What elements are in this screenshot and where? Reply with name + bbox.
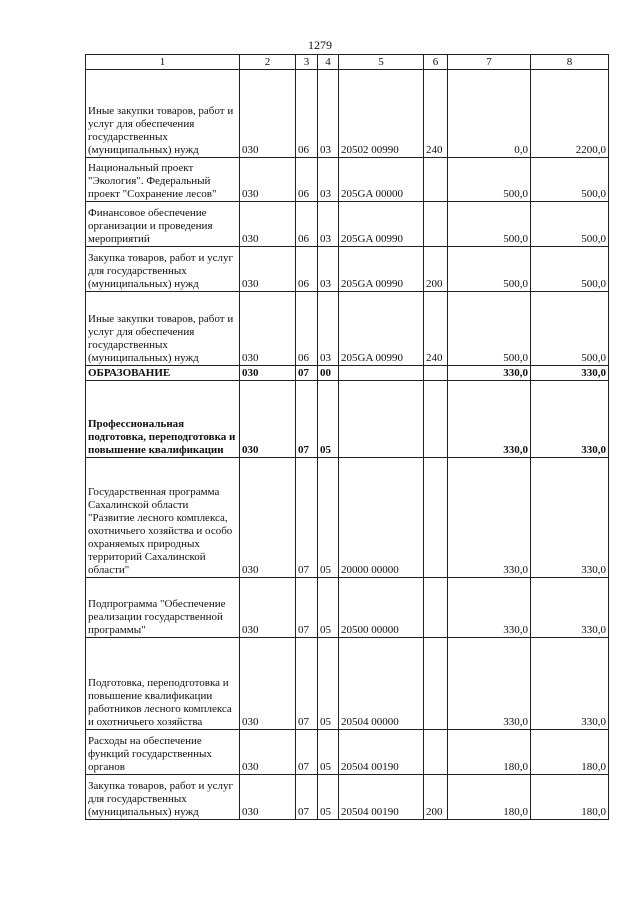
chapter-code-cell: 07 (296, 366, 318, 381)
amount-col7-cell: 500,0 (448, 202, 531, 247)
chapter-code-cell: 07 (296, 458, 318, 578)
expense-type-cell (424, 158, 448, 202)
section-code-cell: 030 (240, 158, 296, 202)
amount-col8-cell: 330,0 (531, 638, 609, 730)
section-code-cell: 030 (240, 638, 296, 730)
subchapter-code-cell: 05 (318, 458, 339, 578)
amount-col7-cell: 500,0 (448, 158, 531, 202)
section-code-cell: 030 (240, 70, 296, 158)
target-article-cell: 205GA 00990 (339, 292, 424, 366)
subchapter-code-cell: 03 (318, 158, 339, 202)
expense-type-cell: 240 (424, 292, 448, 366)
amount-col8-cell: 500,0 (531, 202, 609, 247)
row-name-cell: Финансовое обеспечение организации и проведения мероприятий (86, 202, 240, 247)
section-code-cell: 030 (240, 247, 296, 292)
row-name-cell: Расходы на обеспечение функций государственных органов (86, 730, 240, 775)
subchapter-code-cell: 03 (318, 70, 339, 158)
amount-col8-cell: 500,0 (531, 292, 609, 366)
section-code-cell: 030 (240, 366, 296, 381)
amount-col7-cell: 330,0 (448, 458, 531, 578)
chapter-code-cell: 06 (296, 70, 318, 158)
section-code-cell: 030 (240, 775, 296, 820)
target-article-cell: 20000 00000 (339, 458, 424, 578)
amount-col8-cell: 330,0 (531, 366, 609, 381)
table-row (86, 578, 609, 638)
target-article-cell: 20504 00190 (339, 775, 424, 820)
expense-type-cell (424, 366, 448, 381)
chapter-code-cell: 06 (296, 202, 318, 247)
target-article-cell: 20504 00000 (339, 638, 424, 730)
target-article-cell: 205GA 00990 (339, 247, 424, 292)
column-header: 4 (318, 55, 339, 70)
header-row (86, 55, 609, 70)
chapter-code-cell: 07 (296, 578, 318, 638)
expense-type-cell: 200 (424, 775, 448, 820)
subchapter-code-cell: 05 (318, 381, 339, 458)
table-row (86, 775, 609, 820)
column-header: 8 (531, 55, 609, 70)
budget-table (85, 54, 609, 820)
table-row (86, 158, 609, 202)
subchapter-code-cell: 05 (318, 578, 339, 638)
expense-type-cell (424, 578, 448, 638)
subchapter-code-cell: 00 (318, 366, 339, 381)
table-row (86, 366, 609, 381)
expense-type-cell (424, 638, 448, 730)
table-row (86, 247, 609, 292)
chapter-code-cell: 07 (296, 730, 318, 775)
row-name-cell: Иные закупки товаров, работ и услуг для обеспечения государственных (муниципальных) нужд (86, 292, 240, 366)
amount-col7-cell: 180,0 (448, 730, 531, 775)
amount-col7-cell: 330,0 (448, 578, 531, 638)
column-header: 1 (86, 55, 240, 70)
row-name-cell: ОБРАЗОВАНИЕ (86, 366, 240, 381)
expense-type-cell: 200 (424, 247, 448, 292)
column-header: 6 (424, 55, 448, 70)
column-header: 2 (240, 55, 296, 70)
row-name-cell: Национальный проект "Экология". Федеральный проект "Сохранение лесов" (86, 158, 240, 202)
subchapter-code-cell: 03 (318, 247, 339, 292)
expense-type-cell (424, 202, 448, 247)
amount-col8-cell: 330,0 (531, 381, 609, 458)
subchapter-code-cell: 05 (318, 775, 339, 820)
chapter-code-cell: 07 (296, 381, 318, 458)
row-name-cell: Закупка товаров, работ и услуг для государственных (муниципальных) нужд (86, 775, 240, 820)
amount-col7-cell: 330,0 (448, 638, 531, 730)
section-code-cell: 030 (240, 292, 296, 366)
subchapter-code-cell: 05 (318, 730, 339, 775)
subchapter-code-cell: 05 (318, 638, 339, 730)
target-article-cell: 205GA 00990 (339, 202, 424, 247)
column-header: 3 (296, 55, 318, 70)
amount-col7-cell: 500,0 (448, 292, 531, 366)
amount-col8-cell: 330,0 (531, 458, 609, 578)
column-header: 7 (448, 55, 531, 70)
chapter-code-cell: 06 (296, 292, 318, 366)
table-row (86, 730, 609, 775)
expense-type-cell (424, 458, 448, 578)
chapter-code-cell: 07 (296, 638, 318, 730)
chapter-code-cell: 06 (296, 247, 318, 292)
amount-col7-cell: 330,0 (448, 366, 531, 381)
amount-col8-cell: 180,0 (531, 775, 609, 820)
row-name-cell: Подготовка, переподготовка и повышение квалификации работников лесного комплекса и охотничьего хозяйства (86, 638, 240, 730)
table-row (86, 202, 609, 247)
target-article-cell: 205GA 00000 (339, 158, 424, 202)
table-row (86, 292, 609, 366)
section-code-cell: 030 (240, 202, 296, 247)
row-name-cell: Государственная программа Сахалинской области "Развитие лесного комплекса, охотничьего хозяйства и особо охраняемых природных территорий Сахалинской области" (86, 458, 240, 578)
amount-col8-cell: 330,0 (531, 578, 609, 638)
column-header: 5 (339, 55, 424, 70)
section-code-cell: 030 (240, 730, 296, 775)
chapter-code-cell: 06 (296, 158, 318, 202)
target-article-cell (339, 366, 424, 381)
subchapter-code-cell: 03 (318, 202, 339, 247)
amount-col7-cell: 180,0 (448, 775, 531, 820)
amount-col8-cell: 2200,0 (531, 70, 609, 158)
amount-col8-cell: 180,0 (531, 730, 609, 775)
row-name-cell: Подпрограмма "Обеспечение реализации государственной программы" (86, 578, 240, 638)
table-row (86, 458, 609, 578)
amount-col8-cell: 500,0 (531, 247, 609, 292)
amount-col7-cell: 330,0 (448, 381, 531, 458)
table-body (86, 70, 609, 820)
table-row (86, 381, 609, 458)
section-code-cell: 030 (240, 458, 296, 578)
amount-col7-cell: 500,0 (448, 247, 531, 292)
row-name-cell: Профессиональная подготовка, переподготовка и повышение квалификации (86, 381, 240, 458)
row-name-cell: Иные закупки товаров, работ и услуг для обеспечения государственных (муниципальных) нужд (86, 70, 240, 158)
row-name-cell: Закупка товаров, работ и услуг для государственных (муниципальных) нужд (86, 247, 240, 292)
amount-col7-cell: 0,0 (448, 70, 531, 158)
amount-col8-cell: 500,0 (531, 158, 609, 202)
subchapter-code-cell: 03 (318, 292, 339, 366)
target-article-cell: 20502 00990 (339, 70, 424, 158)
section-code-cell: 030 (240, 578, 296, 638)
table-row (86, 638, 609, 730)
target-article-cell: 20504 00190 (339, 730, 424, 775)
page-number: 1279 (308, 38, 332, 52)
expense-type-cell: 240 (424, 70, 448, 158)
section-code-cell: 030 (240, 381, 296, 458)
table-row (86, 70, 609, 158)
expense-type-cell (424, 381, 448, 458)
target-article-cell: 20500 00000 (339, 578, 424, 638)
chapter-code-cell: 07 (296, 775, 318, 820)
expense-type-cell (424, 730, 448, 775)
target-article-cell (339, 381, 424, 458)
